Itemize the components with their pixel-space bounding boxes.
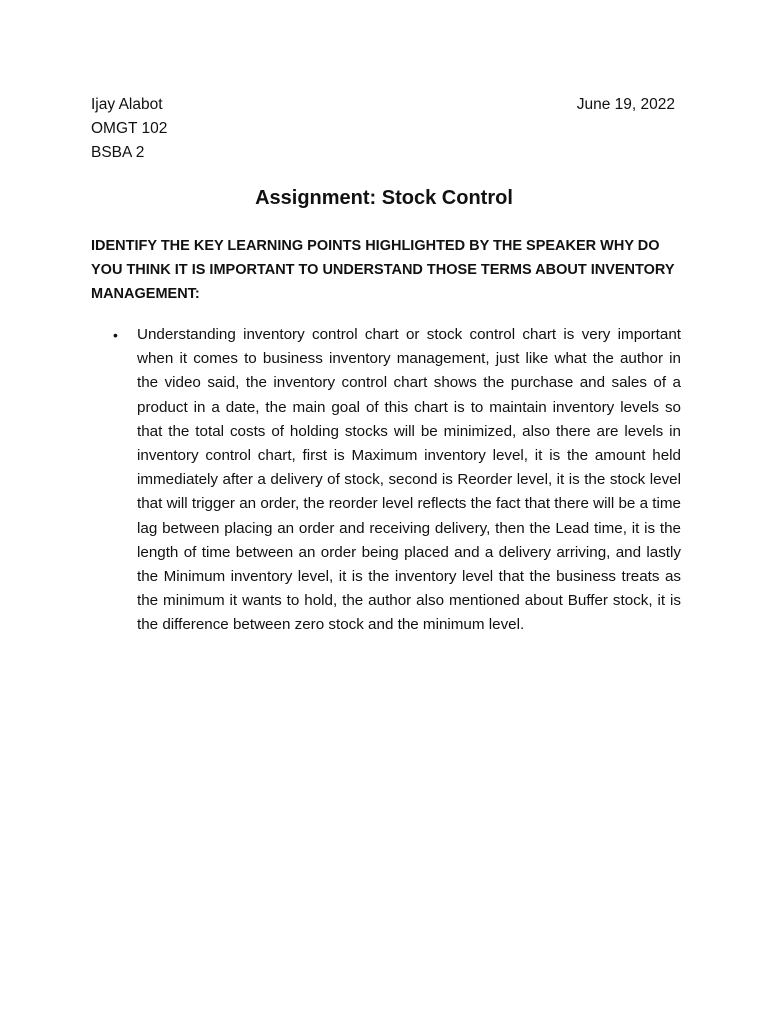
assignment-question: IDENTIFY THE KEY LEARNING POINTS HIGHLIGHTED BY THE SPEAKER WHY DO YOU THINK IT IS IMPORTANT TO UNDERSTAND THOSE TERMS ABOUT INVENTORY MANAGEMENT: <box>91 238 675 302</box>
student-info <box>91 93 167 165</box>
student-name: Ijay Alabot <box>91 96 163 113</box>
program-year: BSBA 2 <box>91 144 145 161</box>
bullet-icon: • <box>113 327 118 343</box>
assignment-date: June 19, 2022 <box>576 96 675 113</box>
list-item <box>91 323 681 638</box>
course-code: OMGT 102 <box>91 120 168 137</box>
answer-text: Understanding inventory control chart or stock control chart is very important when it comes to business inventory management, just like what the author in the video said, the inventory control chart shows the purchase and sales of a product in a date, the main goal of this chart is to maintain inventory levels so that the total costs of holding stocks will be minimized, also there are levels in inventory control chart, first is Maximum inventory level, it is the amount held immediately after a delivery of stock, second is Reorder level, it is the stock level that will trigger an order, the reorder level reflects the fact that there will be a time lag between placing an order and receiving delivery, then the Lead time, it is the length of time between an order being placed and a delivery arriving, and lastly the Minimum inventory level, it is the inventory level that the business treats as the minimum it wants to hold, the author also mentioned about Buffer stock, it is the difference between zero stock and the minimum level. <box>137 326 681 634</box>
answer-list <box>91 323 681 638</box>
document-title: Assignment: Stock Control <box>255 187 513 209</box>
